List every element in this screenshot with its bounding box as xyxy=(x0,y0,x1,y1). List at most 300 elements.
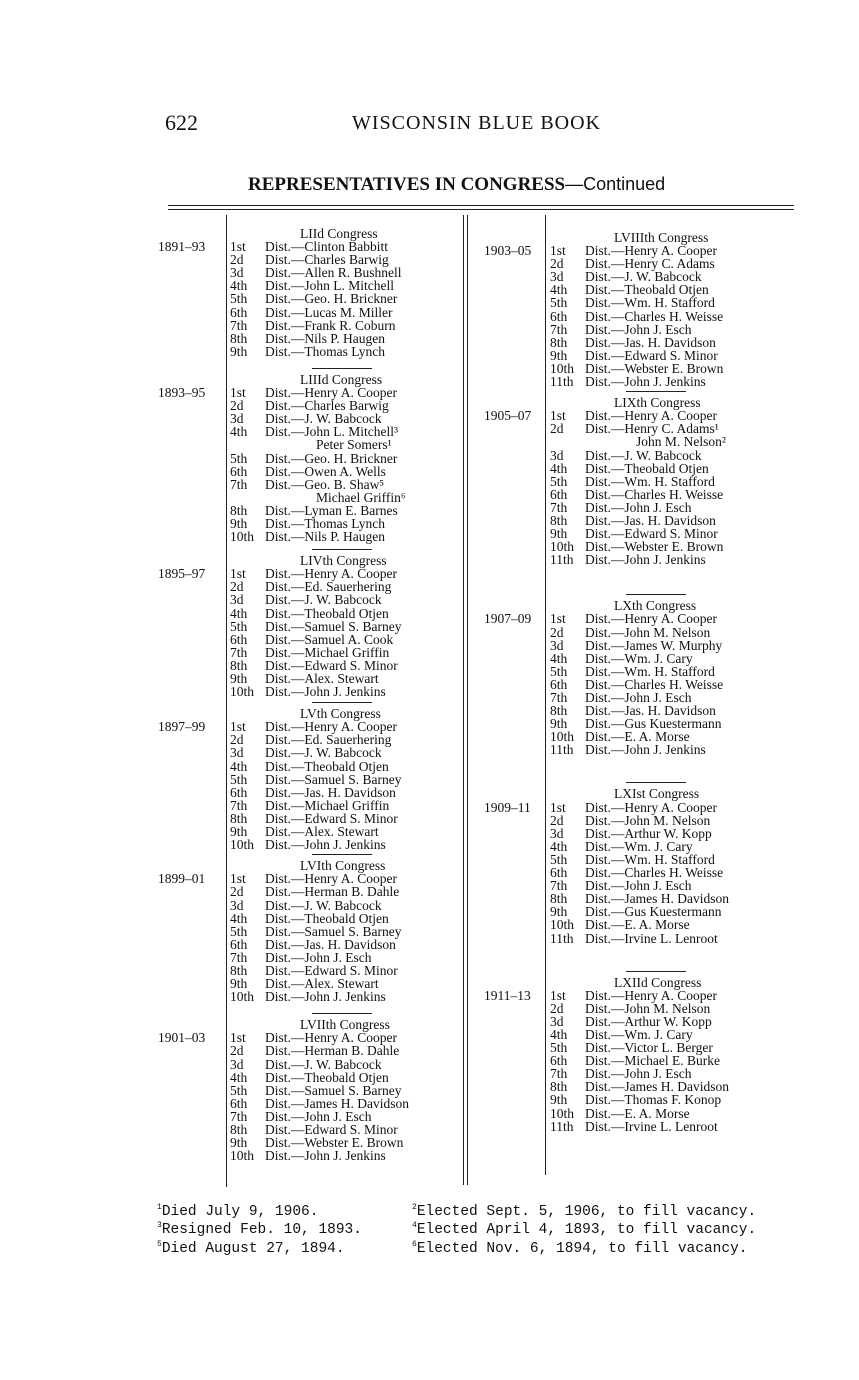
member-row xyxy=(550,488,778,501)
member-name: Dist.—Samuel A. Cook xyxy=(265,631,394,647)
member-row xyxy=(230,799,460,812)
member-name: Dist.—John J. Jenkins xyxy=(585,552,706,568)
member-name: Dist.—Nils P. Haugen xyxy=(265,330,386,346)
congress-heading: LIXth Congress xyxy=(614,395,701,411)
congress-heading: LIVth Congress xyxy=(300,553,387,569)
member-name: Dist.—J. W. Babcock xyxy=(265,592,382,608)
district-ordinal: 10th xyxy=(550,360,575,376)
congress-block xyxy=(150,854,460,1003)
footnote xyxy=(412,1238,756,1256)
member-row xyxy=(230,306,460,319)
district-ordinal: 6th xyxy=(550,865,568,881)
section-title-continued: —Continued xyxy=(565,174,666,194)
member-name: Dist.—Wm. J. Cary xyxy=(585,650,693,666)
member-row xyxy=(230,530,460,543)
member-name: Dist.—Henry A. Cooper xyxy=(585,611,717,627)
district-ordinal: 2d xyxy=(550,1000,564,1016)
congress-separator xyxy=(626,594,686,595)
district-ordinal: 8th xyxy=(230,502,248,518)
congress-heading: LXIId Congress xyxy=(614,974,702,990)
section-title xyxy=(248,174,665,196)
member-name: Dist.—Edward S. Minor xyxy=(585,526,718,542)
district-ordinal: 2d xyxy=(550,256,564,272)
footnote-text: Died August 27, 1894. xyxy=(161,1240,345,1257)
member-row xyxy=(230,838,460,851)
congress-heading: LVIIth Congress xyxy=(300,1017,390,1033)
district-ordinal: 10th xyxy=(550,539,575,555)
member-name: Dist.—Webster E. Brown xyxy=(585,539,724,555)
footnote-text: Died July 9, 1906. xyxy=(161,1203,319,1220)
district-ordinal xyxy=(230,438,265,451)
district-ordinal: 6th xyxy=(230,304,248,320)
district-ordinal: 10th xyxy=(230,1148,255,1164)
congress-members xyxy=(150,720,460,851)
member-name: Dist.—Charles H. Weisse xyxy=(585,486,724,502)
member-row xyxy=(230,1149,460,1162)
footnote-mark: 3 xyxy=(157,1221,162,1231)
member-name: Dist.—Samuel S. Barney xyxy=(265,618,402,634)
member-name: Dist.—Samuel S. Barney xyxy=(265,1082,402,1098)
member-name: John M. Nelson² xyxy=(636,434,726,450)
member-name: Dist.—Ed. Sauerhering xyxy=(265,732,392,748)
member-name: Dist.—John J. Jenkins xyxy=(265,684,386,700)
member-name: Dist.—John M. Nelson xyxy=(585,812,711,828)
district-ordinal: 8th xyxy=(230,962,248,978)
district-ordinal: 6th xyxy=(230,1095,248,1111)
district-ordinal: 10th xyxy=(230,684,255,700)
district-ordinal: 1st xyxy=(230,385,246,401)
district-ordinal: 9th xyxy=(230,1135,248,1151)
member-name: Dist.—Michael E. Burke xyxy=(585,1053,720,1069)
district-ordinal: 8th xyxy=(230,330,248,346)
congress-block xyxy=(150,227,460,358)
member-name: Dist.—Michael Griffin xyxy=(265,644,390,660)
running-head: WISCONSIN BLUE BOOK xyxy=(352,112,601,134)
member-row xyxy=(550,553,778,566)
district-ordinal: 7th xyxy=(550,499,568,515)
district-ordinal: 3d xyxy=(550,637,564,653)
center-vertical-rule-2 xyxy=(467,215,468,1185)
member-name: Dist.—Henry A. Cooper xyxy=(585,408,717,424)
member-name: Dist.—Theobald Otjen xyxy=(265,758,389,774)
district-ordinal: 9th xyxy=(550,904,568,920)
congress-members xyxy=(478,801,778,945)
district-ordinal: 9th xyxy=(230,343,248,359)
member-row xyxy=(230,1071,460,1084)
congress-block xyxy=(150,368,460,543)
district-ordinal: 2d xyxy=(550,624,564,640)
district-ordinal: 3d xyxy=(230,592,244,608)
district-ordinal: 5th xyxy=(550,1040,568,1056)
district-ordinal: 5th xyxy=(550,663,568,679)
district-ordinal: 1st xyxy=(550,611,566,627)
congress-separator xyxy=(312,702,372,703)
congress-members xyxy=(150,1031,460,1162)
district-ordinal: 1st xyxy=(230,566,246,582)
district-ordinal: 4th xyxy=(230,278,248,294)
member-name: Dist.—Theobald Otjen xyxy=(265,910,389,926)
member-name: Dist.—Edward S. Minor xyxy=(265,657,398,673)
page-number: 622 xyxy=(165,110,198,135)
congress-separator xyxy=(312,549,372,550)
member-name: Dist.—Michael Griffin xyxy=(265,797,390,813)
congress-separator xyxy=(312,1013,372,1014)
district-ordinal: 7th xyxy=(230,1108,248,1124)
member-row xyxy=(550,1002,778,1015)
member-name: Dist.—Edward S. Minor xyxy=(265,810,398,826)
member-name: Dist.—John L. Mitchell³ xyxy=(265,424,399,440)
congress-members xyxy=(478,409,778,566)
member-name: Dist.—Victor L. Berger xyxy=(585,1040,713,1056)
member-name: Dist.—Henry A. Cooper xyxy=(585,799,717,815)
member-name: Dist.—Alex. Stewart xyxy=(265,976,379,992)
district-ordinal: 9th xyxy=(550,1092,568,1108)
congress-members xyxy=(478,612,778,756)
member-name: Dist.—Wm. H. Stafford xyxy=(585,473,715,489)
member-name: Dist.—J. W. Babcock xyxy=(265,1056,382,1072)
footnote-mark: 5 xyxy=(157,1239,162,1249)
member-name: Dist.—John J. Esch xyxy=(585,321,692,337)
member-row xyxy=(230,1044,460,1057)
member-row xyxy=(550,296,778,309)
district-ordinal: 4th xyxy=(230,910,248,926)
congress-separator xyxy=(312,368,372,369)
member-row xyxy=(230,593,460,606)
member-name: Dist.—John M. Nelson xyxy=(585,624,711,640)
member-name: Dist.—Charles H. Weisse xyxy=(585,676,724,692)
member-name: Dist.—Jas. H. Davidson xyxy=(265,936,396,952)
district-ordinal: 4th xyxy=(230,1069,248,1085)
district-ordinal: 11th xyxy=(550,552,574,568)
member-row xyxy=(550,814,778,827)
member-name: Dist.—Theobald Otjen xyxy=(585,460,709,476)
district-ordinal: 2d xyxy=(550,421,564,437)
district-ordinal: 1st xyxy=(230,871,246,887)
footnotes-right xyxy=(412,1201,756,1256)
member-name: Dist.—J. W. Babcock xyxy=(585,269,702,285)
district-ordinal xyxy=(550,435,585,448)
member-name: Dist.—John J. Esch xyxy=(585,1066,692,1082)
member-name: Dist.—John J. Jenkins xyxy=(585,374,706,390)
district-ordinal: 1st xyxy=(230,1030,246,1046)
congress-years: 1905–07 xyxy=(484,408,532,424)
district-ordinal: 9th xyxy=(550,526,568,542)
member-name: Dist.—John L. Mitchell xyxy=(265,278,394,294)
member-name: Dist.—Samuel S. Barney xyxy=(265,771,402,787)
district-ordinal: 6th xyxy=(550,676,568,692)
member-name: Dist.—Wm. H. Stafford xyxy=(585,663,715,679)
district-ordinal: 3d xyxy=(230,897,244,913)
district-ordinal: 8th xyxy=(550,1079,568,1095)
district-ordinal: 11th xyxy=(550,742,574,758)
member-name: Dist.—John J. Esch xyxy=(265,949,372,965)
district-ordinal: 7th xyxy=(550,878,568,894)
member-row xyxy=(550,743,778,756)
member-name: Dist.—J. W. Babcock xyxy=(265,745,382,761)
member-row xyxy=(230,607,460,620)
footnote-text: Elected April 4, 1893, to fill vacancy. xyxy=(416,1222,757,1239)
footnote xyxy=(157,1201,362,1219)
member-name: Dist.—James H. Davidson xyxy=(585,1079,729,1095)
district-ordinal: 10th xyxy=(550,917,575,933)
footnote xyxy=(412,1201,756,1219)
congress-years: 1895–97 xyxy=(158,566,206,582)
congress-separator xyxy=(626,971,686,972)
district-ordinal: 3d xyxy=(230,265,244,281)
member-name: Dist.—John J. Jenkins xyxy=(585,742,706,758)
member-row xyxy=(550,1107,778,1120)
district-ordinal: 1st xyxy=(230,239,246,255)
member-name: Dist.—Henry C. Adams¹ xyxy=(585,421,719,437)
member-name: Dist.—Henry A. Cooper xyxy=(265,719,397,735)
center-vertical-rule-1 xyxy=(463,215,464,1185)
member-name: Dist.—Thomas Lynch xyxy=(265,343,385,359)
district-ordinal: 9th xyxy=(550,716,568,732)
member-name: Dist.—Owen A. Wells xyxy=(265,463,386,479)
district-ordinal: 2d xyxy=(230,1043,244,1059)
district-ordinal: 5th xyxy=(230,291,248,307)
district-ordinal: 8th xyxy=(550,512,568,528)
member-name: Dist.—James H. Davidson xyxy=(265,1095,409,1111)
member-row xyxy=(550,827,778,840)
congress-block xyxy=(478,971,778,1133)
congress-members xyxy=(150,386,460,543)
congress-years: 1911–13 xyxy=(484,987,531,1003)
congress-block xyxy=(150,702,460,851)
footnote-mark: 4 xyxy=(412,1221,417,1231)
congress-years: 1899–01 xyxy=(158,871,206,887)
member-row xyxy=(230,292,460,305)
district-ordinal: 5th xyxy=(550,473,568,489)
member-name: Dist.—Wm. J. Cary xyxy=(585,838,693,854)
footnote-mark: 2 xyxy=(412,1203,417,1212)
member-name: Dist.—Thomas F. Konop xyxy=(585,1092,722,1108)
top-rule-1 xyxy=(168,205,794,206)
district-ordinal: 10th xyxy=(230,837,255,853)
member-name: Dist.—Arthur W. Kopp xyxy=(585,1013,712,1029)
left-column xyxy=(150,227,460,1162)
district-ordinal: 1st xyxy=(550,408,566,424)
member-name: Dist.—Henry C. Adams xyxy=(585,256,715,272)
district-ordinal: 6th xyxy=(230,784,248,800)
member-name: Dist.—John J. Esch xyxy=(265,1108,372,1124)
member-row xyxy=(550,932,778,945)
member-row xyxy=(230,786,460,799)
district-ordinal: 2d xyxy=(230,252,244,268)
member-name: Dist.—Henry A. Cooper xyxy=(585,987,717,1003)
congress-separator xyxy=(626,391,686,392)
member-name: Dist.—Alex. Stewart xyxy=(265,671,379,686)
member-row xyxy=(230,938,460,951)
member-row xyxy=(550,801,778,814)
member-name: Peter Somers¹ xyxy=(316,437,392,453)
district-ordinal: 4th xyxy=(550,838,568,854)
member-row xyxy=(550,652,778,665)
member-row xyxy=(230,773,460,786)
district-ordinal: 9th xyxy=(230,515,248,531)
congress-members xyxy=(150,872,460,1003)
district-ordinal: 6th xyxy=(230,463,248,479)
member-row xyxy=(230,912,460,925)
member-name: Dist.—Charles Barwig xyxy=(265,252,389,268)
member-name: Dist.—Geo. B. Shaw⁵ xyxy=(265,476,385,492)
district-ordinal: 6th xyxy=(230,936,248,952)
district-ordinal: 4th xyxy=(230,424,248,440)
member-row xyxy=(550,639,778,652)
district-ordinal: 1st xyxy=(550,799,566,815)
district-ordinal: 3d xyxy=(550,825,564,841)
district-ordinal: 8th xyxy=(550,891,568,907)
district-ordinal: 6th xyxy=(230,631,248,647)
footnotes-left xyxy=(157,1201,362,1256)
district-ordinal: 8th xyxy=(230,657,248,673)
member-row xyxy=(230,646,460,659)
member-name: Dist.—Irvine L. Lenroot xyxy=(585,1118,718,1134)
member-name: Dist.—James H. Davidson xyxy=(585,891,729,907)
congress-years: 1897–99 xyxy=(158,719,206,735)
member-name: Dist.—Edward S. Minor xyxy=(265,1122,398,1137)
member-row xyxy=(230,685,460,698)
member-row xyxy=(550,501,778,514)
congress-block xyxy=(478,391,778,566)
member-row xyxy=(550,918,778,931)
member-row xyxy=(230,491,460,504)
member-row xyxy=(230,465,460,478)
member-name: Dist.—J. W. Babcock xyxy=(585,447,702,463)
member-name: Dist.—John J. Esch xyxy=(585,690,692,705)
congress-block xyxy=(478,782,778,944)
congress-heading: LIId Congress xyxy=(300,226,378,241)
top-rule-2 xyxy=(168,209,794,210)
district-ordinal: 7th xyxy=(230,797,248,813)
district-ordinal: 3d xyxy=(230,745,244,761)
member-row xyxy=(230,1084,460,1097)
district-ordinal: 6th xyxy=(550,486,568,502)
district-ordinal: 5th xyxy=(230,618,248,634)
member-name: Dist.—Irvine L. Lenroot xyxy=(585,930,718,946)
member-row xyxy=(230,345,460,358)
district-ordinal: 7th xyxy=(230,949,248,965)
member-name: Dist.—Gus Kuestermann xyxy=(585,716,722,732)
member-row xyxy=(550,989,778,1002)
congress-heading: LXth Congress xyxy=(614,598,697,614)
congress-block xyxy=(478,231,778,388)
member-name: Dist.—Geo. H. Brickner xyxy=(265,450,398,466)
member-name: Dist.—Jas. H. Davidson xyxy=(585,703,716,719)
footnote xyxy=(412,1219,756,1237)
member-name: Dist.—Theobald Otjen xyxy=(265,1069,389,1085)
member-name: Dist.—John J. Jenkins xyxy=(265,989,386,1005)
district-ordinal: 2d xyxy=(230,884,244,900)
member-row xyxy=(230,990,460,1003)
member-name: Dist.—Charles H. Weisse xyxy=(585,308,724,324)
member-name: Dist.—Lyman E. Barnes xyxy=(265,502,398,518)
footnote xyxy=(157,1219,362,1237)
member-row xyxy=(230,746,460,759)
footnote-text: Elected Nov. 6, 1894, to fill vacancy. xyxy=(416,1240,748,1257)
district-ordinal: 4th xyxy=(550,460,568,476)
district-ordinal: 3d xyxy=(550,269,564,285)
district-ordinal: 11th xyxy=(550,1118,574,1134)
member-row xyxy=(550,475,778,488)
member-row xyxy=(230,504,460,517)
congress-heading: LVth Congress xyxy=(300,706,381,722)
member-row xyxy=(230,332,460,345)
member-row xyxy=(230,633,460,646)
member-row xyxy=(230,452,460,465)
district-ordinal: 1st xyxy=(550,243,566,259)
member-name: Dist.—Charles H. Weisse xyxy=(585,865,724,881)
member-name: Dist.—Wm. H. Stafford xyxy=(585,295,715,311)
member-row xyxy=(550,665,778,678)
district-ordinal: 7th xyxy=(230,317,248,333)
member-row xyxy=(230,438,460,451)
member-name: Dist.—Charles Barwig xyxy=(265,398,389,414)
district-ordinal: 3d xyxy=(550,1013,564,1029)
member-row xyxy=(550,1015,778,1028)
district-ordinal: 8th xyxy=(230,810,248,826)
district-ordinal xyxy=(230,491,265,504)
district-ordinal: 2d xyxy=(230,398,244,414)
member-name: Dist.—Geo. H. Brickner xyxy=(265,291,398,307)
congress-heading: LVIIIth Congress xyxy=(614,230,709,245)
member-row xyxy=(550,336,778,349)
footnote-text: Elected Sept. 5, 1906, to fill vacancy. xyxy=(416,1203,757,1220)
member-name: Dist.—Thomas Lynch xyxy=(265,515,385,531)
district-ordinal: 8th xyxy=(550,703,568,719)
member-name: Dist.—James W. Murphy xyxy=(585,637,723,653)
district-ordinal: 10th xyxy=(230,989,255,1005)
district-ordinal: 7th xyxy=(550,690,568,705)
district-ordinal: 10th xyxy=(550,1105,575,1121)
right-column xyxy=(478,231,778,1133)
member-name: Dist.—Alex. Stewart xyxy=(265,824,379,840)
member-name: Dist.—Wm. H. Stafford xyxy=(585,851,715,867)
congress-block xyxy=(478,594,778,756)
district-ordinal: 10th xyxy=(550,729,575,745)
member-row xyxy=(230,951,460,964)
member-name: Dist.—Henry A. Cooper xyxy=(265,871,397,887)
district-ordinal: 2d xyxy=(230,732,244,748)
member-name: Dist.—Henry A. Cooper xyxy=(265,385,397,401)
member-row xyxy=(550,323,778,336)
member-name: Dist.—John M. Nelson xyxy=(585,1000,711,1016)
district-ordinal: 4th xyxy=(230,605,248,621)
member-name: Dist.—John J. Jenkins xyxy=(265,1148,386,1164)
congress-heading: LXIst Congress xyxy=(614,786,700,802)
congress-block xyxy=(150,1013,460,1162)
member-name: Dist.—Edward S. Minor xyxy=(585,347,718,363)
district-ordinal: 4th xyxy=(550,1026,568,1042)
member-name: Dist.—Webster E. Brown xyxy=(585,360,724,376)
member-name: Dist.—Henry A. Cooper xyxy=(585,243,717,259)
footnote-mark: 1 xyxy=(157,1203,162,1212)
member-row xyxy=(550,626,778,639)
congress-years: 1893–95 xyxy=(158,385,206,401)
member-name: Dist.—E. A. Morse xyxy=(585,1105,690,1121)
member-row xyxy=(550,1093,778,1106)
member-name: Dist.—Clinton Babbitt xyxy=(265,239,389,255)
member-row xyxy=(230,925,460,938)
district-ordinal: 11th xyxy=(550,930,574,946)
congress-years: 1903–05 xyxy=(484,243,532,259)
member-name: Dist.—Nils P. Haugen xyxy=(265,529,386,545)
footnote-text: Resigned Feb. 10, 1893. xyxy=(161,1222,362,1239)
district-ordinal: 7th xyxy=(550,321,568,337)
member-name: Dist.—Lucas M. Miller xyxy=(265,304,393,320)
congress-separator xyxy=(312,854,372,855)
member-row xyxy=(550,1120,778,1133)
